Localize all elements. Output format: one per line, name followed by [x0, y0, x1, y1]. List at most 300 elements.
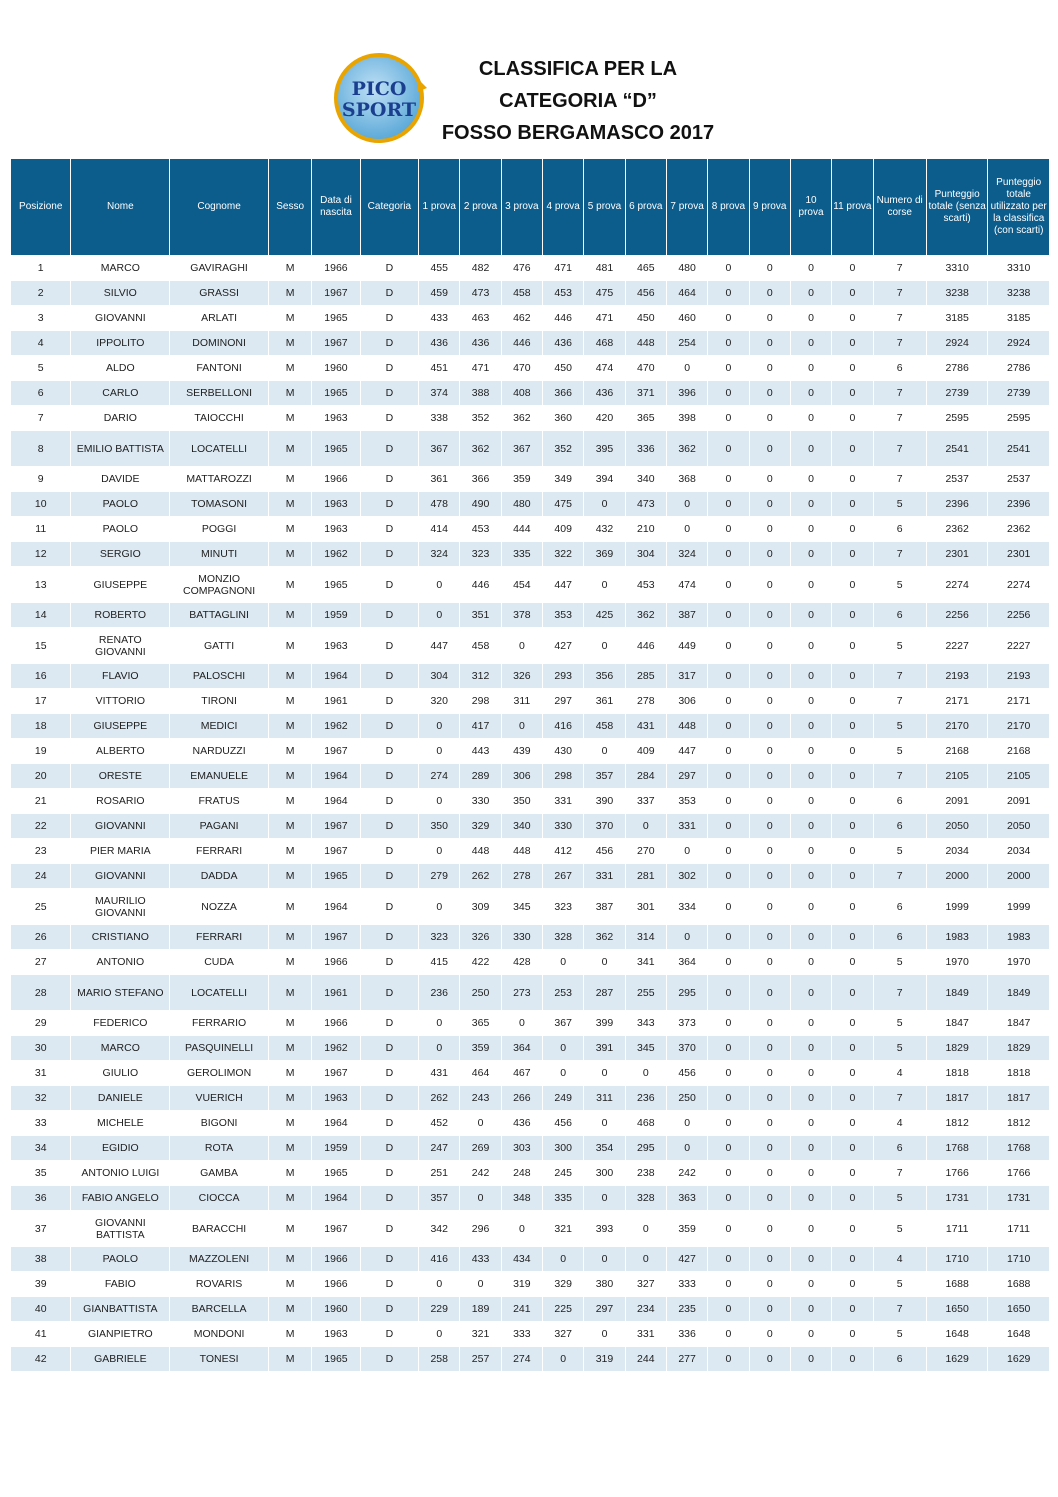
table-cell: 13 — [11, 567, 71, 603]
table-row — [11, 1061, 1050, 1086]
table-cell: 1967 — [312, 1211, 360, 1247]
table-row — [11, 1186, 1050, 1211]
table-cell: 0 — [584, 567, 625, 603]
table-cell: 6 — [873, 1136, 926, 1161]
table-cell: M — [268, 492, 311, 517]
table-cell: 0 — [790, 256, 831, 281]
column-header: Punteggio totale utilizzato per la classifica (con scarti) — [988, 159, 1050, 256]
table-cell: D — [360, 381, 418, 406]
table-cell: 19 — [11, 739, 71, 764]
table-cell: 436 — [501, 1111, 542, 1136]
table-cell: 0 — [419, 1322, 460, 1347]
table-cell: 0 — [708, 764, 749, 789]
table-cell: 1963 — [312, 406, 360, 431]
table-row — [11, 764, 1050, 789]
table-cell: 0 — [790, 1136, 831, 1161]
table-cell: 4 — [873, 1247, 926, 1272]
table-cell: 0 — [749, 975, 790, 1011]
table-cell: 0 — [625, 814, 666, 839]
table-cell: 366 — [543, 381, 584, 406]
table-cell: 1965 — [312, 381, 360, 406]
table-cell: 236 — [419, 975, 460, 1011]
table-cell: 371 — [625, 381, 666, 406]
table-cell: 446 — [625, 628, 666, 664]
table-cell: ANTONIO LUIGI — [71, 1161, 170, 1186]
table-cell: 2168 — [988, 739, 1050, 764]
table-cell: 328 — [543, 925, 584, 950]
table-cell: 335 — [501, 542, 542, 567]
table-cell: 8 — [11, 431, 71, 467]
table-cell: MEDICI — [170, 714, 269, 739]
table-cell: 0 — [501, 1211, 542, 1247]
table-cell: 0 — [419, 1036, 460, 1061]
table-cell: 481 — [584, 256, 625, 281]
table-cell: 7 — [873, 1161, 926, 1186]
table-cell: 1964 — [312, 1111, 360, 1136]
table-cell: 2171 — [988, 689, 1050, 714]
table-cell: GIOVANNI — [71, 814, 170, 839]
table-cell: 433 — [460, 1247, 501, 1272]
table-cell: 462 — [501, 306, 542, 331]
table-cell: 0 — [790, 1011, 831, 1036]
table-cell: M — [268, 889, 311, 925]
table-cell: 0 — [460, 1186, 501, 1211]
table-cell: 0 — [832, 864, 873, 889]
table-cell: D — [360, 492, 418, 517]
table-cell: 352 — [543, 431, 584, 467]
table-cell: D — [360, 1347, 418, 1372]
table-cell: 337 — [625, 789, 666, 814]
table-cell: 1711 — [926, 1211, 987, 1247]
table-cell: M — [268, 789, 311, 814]
table-cell: GIANPIETRO — [71, 1322, 170, 1347]
table-cell: 1960 — [312, 1297, 360, 1322]
table-cell: 2193 — [988, 664, 1050, 689]
table-cell: 273 — [501, 975, 542, 1011]
table-cell: 428 — [501, 950, 542, 975]
table-cell: D — [360, 1211, 418, 1247]
table-cell: 5 — [873, 1272, 926, 1297]
table-cell: 333 — [666, 1272, 707, 1297]
column-header: Data di nascita — [312, 159, 360, 256]
table-cell: 0 — [749, 664, 790, 689]
table-cell: 378 — [501, 603, 542, 628]
table-cell: 0 — [790, 839, 831, 864]
table-cell: 0 — [790, 567, 831, 603]
table-row — [11, 306, 1050, 331]
table-cell: 1768 — [926, 1136, 987, 1161]
table-cell: 0 — [832, 467, 873, 492]
table-cell: 0 — [832, 925, 873, 950]
table-cell: 7 — [873, 331, 926, 356]
table-cell: LOCATELLI — [170, 431, 269, 467]
table-cell: 326 — [501, 664, 542, 689]
table-cell: 360 — [543, 406, 584, 431]
table-cell: 467 — [501, 1061, 542, 1086]
table-cell: 0 — [832, 1111, 873, 1136]
table-cell: 387 — [584, 889, 625, 925]
table-cell: 32 — [11, 1086, 71, 1111]
table-cell: 2595 — [926, 406, 987, 431]
table-cell: 448 — [501, 839, 542, 864]
table-cell: 7 — [873, 256, 926, 281]
table-cell: 0 — [749, 431, 790, 467]
table-cell: 0 — [790, 889, 831, 925]
table-cell: IPPOLITO — [71, 331, 170, 356]
table-cell: M — [268, 1272, 311, 1297]
table-cell: 1817 — [988, 1086, 1050, 1111]
table-cell: 39 — [11, 1272, 71, 1297]
table-cell: 0 — [749, 517, 790, 542]
table-row — [11, 1211, 1050, 1247]
table-cell: 266 — [501, 1086, 542, 1111]
table-cell: 5 — [873, 628, 926, 664]
table-cell: 0 — [832, 1247, 873, 1272]
table-cell: 3185 — [988, 306, 1050, 331]
table-cell: 1967 — [312, 814, 360, 839]
table-cell: 0 — [832, 764, 873, 789]
table-cell: 0 — [543, 1247, 584, 1272]
table-cell: 451 — [419, 356, 460, 381]
table-cell: 460 — [666, 306, 707, 331]
table-cell: 5 — [873, 567, 926, 603]
table-cell: 3 — [11, 306, 71, 331]
table-cell: 430 — [543, 739, 584, 764]
table-cell: 444 — [501, 517, 542, 542]
table-cell: 1766 — [926, 1161, 987, 1186]
table-cell: 2091 — [926, 789, 987, 814]
table-cell: D — [360, 664, 418, 689]
table-cell: 338 — [419, 406, 460, 431]
table-cell: 7 — [873, 1086, 926, 1111]
table-cell: 277 — [666, 1347, 707, 1372]
table-cell: M — [268, 1247, 311, 1272]
table-cell: 301 — [625, 889, 666, 925]
table-row — [11, 814, 1050, 839]
table-cell: 5 — [873, 1011, 926, 1036]
table-cell: D — [360, 764, 418, 789]
table-cell: 1829 — [988, 1036, 1050, 1061]
table-cell: 0 — [708, 864, 749, 889]
table-cell: 274 — [501, 1347, 542, 1372]
table-cell: 0 — [832, 567, 873, 603]
table-cell: D — [360, 1297, 418, 1322]
table-cell: 0 — [832, 492, 873, 517]
table-cell: 0 — [749, 714, 790, 739]
table-cell: 374 — [419, 381, 460, 406]
table-cell: 298 — [543, 764, 584, 789]
table-cell: 0 — [708, 1297, 749, 1322]
table-cell: 349 — [543, 467, 584, 492]
table-cell: 1812 — [988, 1111, 1050, 1136]
table-cell: CIOCCA — [170, 1186, 269, 1211]
table-cell: 1650 — [926, 1297, 987, 1322]
table-cell: GIANBATTISTA — [71, 1297, 170, 1322]
table-cell: 250 — [460, 975, 501, 1011]
table-cell: 1849 — [926, 975, 987, 1011]
table-cell: ARLATI — [170, 306, 269, 331]
table-cell: RENATO GIOVANNI — [71, 628, 170, 664]
table-cell: 0 — [501, 714, 542, 739]
table-cell: M — [268, 517, 311, 542]
table-cell: 0 — [790, 814, 831, 839]
table-cell: 342 — [419, 1211, 460, 1247]
table-cell: 5 — [873, 950, 926, 975]
table-cell: 2739 — [988, 381, 1050, 406]
table-cell: 0 — [708, 603, 749, 628]
table-cell: D — [360, 1136, 418, 1161]
table-cell: M — [268, 1061, 311, 1086]
table-cell: 2537 — [926, 467, 987, 492]
table-cell: 5 — [873, 714, 926, 739]
table-cell: D — [360, 925, 418, 950]
table-row — [11, 739, 1050, 764]
table-cell: M — [268, 542, 311, 567]
table-row — [11, 1161, 1050, 1186]
table-row — [11, 1111, 1050, 1136]
table-cell: 455 — [419, 256, 460, 281]
table-cell: 1970 — [988, 950, 1050, 975]
table-cell: D — [360, 1061, 418, 1086]
table-cell: D — [360, 517, 418, 542]
table-cell: M — [268, 356, 311, 381]
table-cell: 456 — [625, 281, 666, 306]
table-cell: 25 — [11, 889, 71, 925]
table-cell: 0 — [790, 925, 831, 950]
table-cell: 298 — [460, 689, 501, 714]
table-cell: 431 — [625, 714, 666, 739]
table-cell: 0 — [708, 1347, 749, 1372]
table-cell: 225 — [543, 1297, 584, 1322]
table-cell: 0 — [832, 664, 873, 689]
table-cell: M — [268, 1211, 311, 1247]
table-cell: 352 — [460, 406, 501, 431]
table-cell: 0 — [749, 925, 790, 950]
table-cell: PALOSCHI — [170, 664, 269, 689]
table-cell: 250 — [666, 1086, 707, 1111]
table-cell: 464 — [460, 1061, 501, 1086]
table-cell: 432 — [584, 517, 625, 542]
table-cell: 362 — [666, 431, 707, 467]
table-cell: 2301 — [988, 542, 1050, 567]
table-cell: 5 — [873, 839, 926, 864]
table-cell: 0 — [790, 603, 831, 628]
table-cell: 0 — [708, 306, 749, 331]
table-cell: 36 — [11, 1186, 71, 1211]
table-cell: 12 — [11, 542, 71, 567]
table-cell: 2256 — [988, 603, 1050, 628]
table-cell: 293 — [543, 664, 584, 689]
table-cell: 1961 — [312, 689, 360, 714]
table-cell: 415 — [419, 950, 460, 975]
table-cell: M — [268, 567, 311, 603]
table-cell: 0 — [749, 467, 790, 492]
table-cell: 0 — [708, 839, 749, 864]
table-cell: 416 — [543, 714, 584, 739]
table-cell: 0 — [832, 1272, 873, 1297]
table-row — [11, 864, 1050, 889]
table-cell: M — [268, 950, 311, 975]
table-cell: 0 — [708, 492, 749, 517]
table-cell: FRATUS — [170, 789, 269, 814]
table-cell: 348 — [501, 1186, 542, 1211]
table-cell: 0 — [832, 1036, 873, 1061]
table-cell: 0 — [708, 889, 749, 925]
table-cell: 2274 — [926, 567, 987, 603]
table-cell: 0 — [666, 925, 707, 950]
table-body — [11, 256, 1050, 1372]
table-cell: 362 — [501, 406, 542, 431]
table-cell: 329 — [460, 814, 501, 839]
table-cell: 391 — [584, 1036, 625, 1061]
table-cell: 0 — [708, 542, 749, 567]
table-cell: 7 — [873, 406, 926, 431]
table-row — [11, 256, 1050, 281]
table-cell: 242 — [666, 1161, 707, 1186]
table-cell: 311 — [501, 689, 542, 714]
table-cell: MAZZOLENI — [170, 1247, 269, 1272]
table-cell: 285 — [625, 664, 666, 689]
table-cell: 319 — [584, 1347, 625, 1372]
table-cell: 474 — [584, 356, 625, 381]
table-cell: D — [360, 1186, 418, 1211]
table-cell: 22 — [11, 814, 71, 839]
table-cell: 20 — [11, 764, 71, 789]
table-cell: 0 — [749, 406, 790, 431]
table-cell: GIUSEPPE — [71, 567, 170, 603]
table-cell: 1817 — [926, 1086, 987, 1111]
table-cell: NARDUZZI — [170, 739, 269, 764]
table-cell: M — [268, 256, 311, 281]
table-cell: 2105 — [926, 764, 987, 789]
table-cell: 278 — [501, 864, 542, 889]
table-cell: M — [268, 1011, 311, 1036]
table-cell: 0 — [666, 1111, 707, 1136]
table-cell: 189 — [460, 1297, 501, 1322]
column-header: 6 prova — [625, 159, 666, 256]
table-cell: 0 — [790, 331, 831, 356]
table-cell: 7 — [873, 864, 926, 889]
table-cell: 0 — [790, 356, 831, 381]
table-cell: 1829 — [926, 1036, 987, 1061]
table-cell: 3310 — [988, 256, 1050, 281]
table-cell: 436 — [543, 331, 584, 356]
table-cell: 364 — [666, 950, 707, 975]
logo-text-bottom: SPORT — [341, 99, 417, 121]
table-cell: 367 — [501, 431, 542, 467]
table-cell: BATTAGLINI — [170, 603, 269, 628]
table-cell: 0 — [749, 950, 790, 975]
table-cell: 0 — [790, 281, 831, 306]
table-cell: 6 — [873, 603, 926, 628]
table-cell: 0 — [584, 628, 625, 664]
table-cell: D — [360, 1247, 418, 1272]
table-cell: 5 — [873, 739, 926, 764]
table-row — [11, 567, 1050, 603]
table-cell: 390 — [584, 789, 625, 814]
table-row — [11, 1347, 1050, 1372]
table-cell: 448 — [666, 714, 707, 739]
table-cell: 354 — [584, 1136, 625, 1161]
table-cell: 0 — [749, 1347, 790, 1372]
table-cell: 0 — [419, 739, 460, 764]
table-cell: 0 — [832, 542, 873, 567]
table-cell: 0 — [832, 889, 873, 925]
table-cell: 0 — [790, 406, 831, 431]
table-cell: 17 — [11, 689, 71, 714]
table-cell: 30 — [11, 1036, 71, 1061]
table-cell: 446 — [543, 306, 584, 331]
table-cell: 300 — [584, 1161, 625, 1186]
table-cell: 417 — [460, 714, 501, 739]
table-cell: 0 — [749, 1111, 790, 1136]
table-cell: 0 — [708, 1247, 749, 1272]
table-cell: 0 — [832, 1186, 873, 1211]
table-cell: 458 — [460, 628, 501, 664]
table-cell: 2171 — [926, 689, 987, 714]
table-cell: 350 — [501, 789, 542, 814]
table-cell: FEDERICO — [71, 1011, 170, 1036]
table-cell: M — [268, 1297, 311, 1322]
table-cell: 359 — [460, 1036, 501, 1061]
table-cell: D — [360, 356, 418, 381]
table-cell: 0 — [749, 839, 790, 864]
table-cell: M — [268, 664, 311, 689]
table-cell: 1999 — [988, 889, 1050, 925]
table-cell: 0 — [666, 356, 707, 381]
table-cell: 6 — [873, 1347, 926, 1372]
table-cell: PAOLO — [71, 1247, 170, 1272]
table-cell: 1964 — [312, 1186, 360, 1211]
table-cell: 1812 — [926, 1111, 987, 1136]
table-cell: 0 — [832, 517, 873, 542]
table-cell: 329 — [543, 1272, 584, 1297]
table-cell: 0 — [749, 1247, 790, 1272]
table-cell: 0 — [790, 1111, 831, 1136]
table-cell: 16 — [11, 664, 71, 689]
table-cell: GABRIELE — [71, 1347, 170, 1372]
table-cell: 471 — [584, 306, 625, 331]
table-cell: M — [268, 689, 311, 714]
table-cell: 468 — [625, 1111, 666, 1136]
table-cell: 0 — [832, 603, 873, 628]
table-cell: 6 — [873, 925, 926, 950]
table-cell: 0 — [832, 431, 873, 467]
table-row — [11, 356, 1050, 381]
column-header: 10 prova — [790, 159, 831, 256]
table-cell: 7 — [873, 431, 926, 467]
table-cell: 235 — [666, 1297, 707, 1322]
table-cell: 474 — [666, 567, 707, 603]
table-cell: 4 — [11, 331, 71, 356]
table-cell: 269 — [460, 1136, 501, 1161]
table-cell: 0 — [708, 356, 749, 381]
table-cell: 459 — [419, 281, 460, 306]
table-cell: 317 — [666, 664, 707, 689]
table-cell: 229 — [419, 1297, 460, 1322]
table-cell: 370 — [584, 814, 625, 839]
table-cell: FLAVIO — [71, 664, 170, 689]
table-cell: GIOVANNI — [71, 306, 170, 331]
table-cell: 475 — [584, 281, 625, 306]
table-cell: 247 — [419, 1136, 460, 1161]
table-cell: 0 — [708, 814, 749, 839]
table-cell: 1731 — [988, 1186, 1050, 1211]
table-cell: 0 — [790, 306, 831, 331]
table-cell: 480 — [501, 492, 542, 517]
table-cell: 7 — [873, 467, 926, 492]
table-cell: 2786 — [988, 356, 1050, 381]
